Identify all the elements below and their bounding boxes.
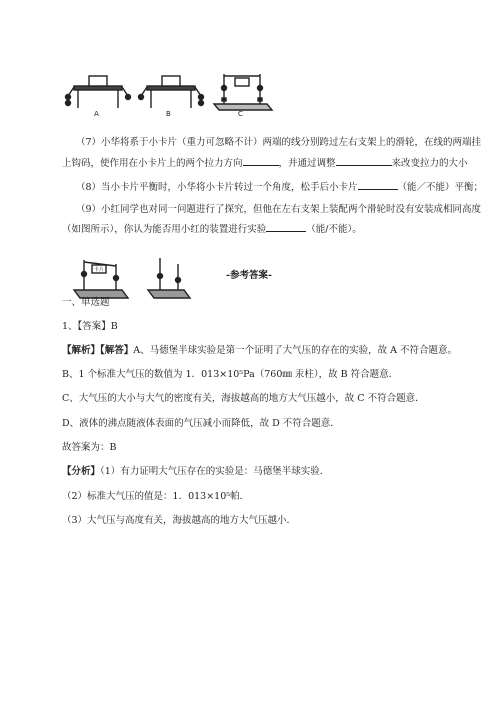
q7-line1: （7）小华将系于小卡片（重力可忽略不计）两端的线分别跨过左右支架上的滑轮，在线的两端挂 [76,137,482,148]
figure-label-a: A [94,110,99,118]
fenxi-1-line [62,466,329,478]
analysis-a [62,345,457,357]
figure-right-setup [148,258,190,298]
figure-b [139,76,204,108]
q7-blank-direction [243,156,279,166]
q9-line1: （9）小红同学也对同一问题进行了探究，但他在左右支架上装配两个滑轮时没有安装成相同高度 [76,204,482,215]
analysis-a-text: A、马德堡半球实验是第一个证明了大气压的存在的实验，故 A 不符合题意。 [133,345,458,356]
figure-label-b: B [166,110,171,118]
analysis-tag: 【解析】【解答】 [62,345,134,356]
q7-text-c: 来改变拉力的大小 [391,158,468,169]
q9-text-a: （如图所示），你认为能否用小红的装置进行实验 [62,224,267,235]
q8-text-b: （能／不能）平衡； [397,182,484,193]
q7-text-b: ，并通过调整 [278,158,336,169]
figure-c [214,74,272,110]
answers-title: -参考答案- [226,270,272,281]
section-heading: 一、单选题 [62,297,110,308]
fenxi-tag: 【分析】 [62,466,101,477]
figure-a [66,76,131,108]
q8-blank [358,180,398,190]
analysis-b: B、1 个标准大气压的数值为 1．013×10⁵Pa（760㎜ 汞柱），故 B 符合题意． [62,369,399,380]
q8-line [76,180,483,194]
fenxi-3: （3）大气压与高度有关，海拔越高的地方大气压越小． [62,515,297,526]
analysis-c: C、大气压的大小与大气的密度有关，海拔越高的地方大气压越小，故 C 不符合题意． [62,393,425,404]
fenxi-1: （1）有力证明大气压存在的实验是：马德堡半球实验． [100,466,330,477]
analysis-d: D、液体的沸点随液体表面的气压减小而降低，故 D 不符合题意． [62,418,340,429]
figure-label-c: C [238,110,243,118]
fenxi-2: （2）标准大气压的值是：1．013×10⁵帕． [62,491,250,502]
q8-text-a: （8）当小卡片平衡时，小华将小卡片转过一个角度，松手后小卡片 [76,182,358,193]
conclusion: 故答案为：B [62,442,117,453]
card-label: 卡片 [94,267,105,273]
q7-text-a: 上钩码，使作用在小卡片上的两个拉力方向 [62,158,243,169]
answer-q1: 1、【答案】B [62,321,118,332]
q7-blank-adjust [336,156,392,166]
q9-line2 [62,222,362,236]
q9-blank [266,222,306,232]
q7-line2 [62,156,468,170]
q9-text-b: （能/不能）。 [306,224,362,235]
